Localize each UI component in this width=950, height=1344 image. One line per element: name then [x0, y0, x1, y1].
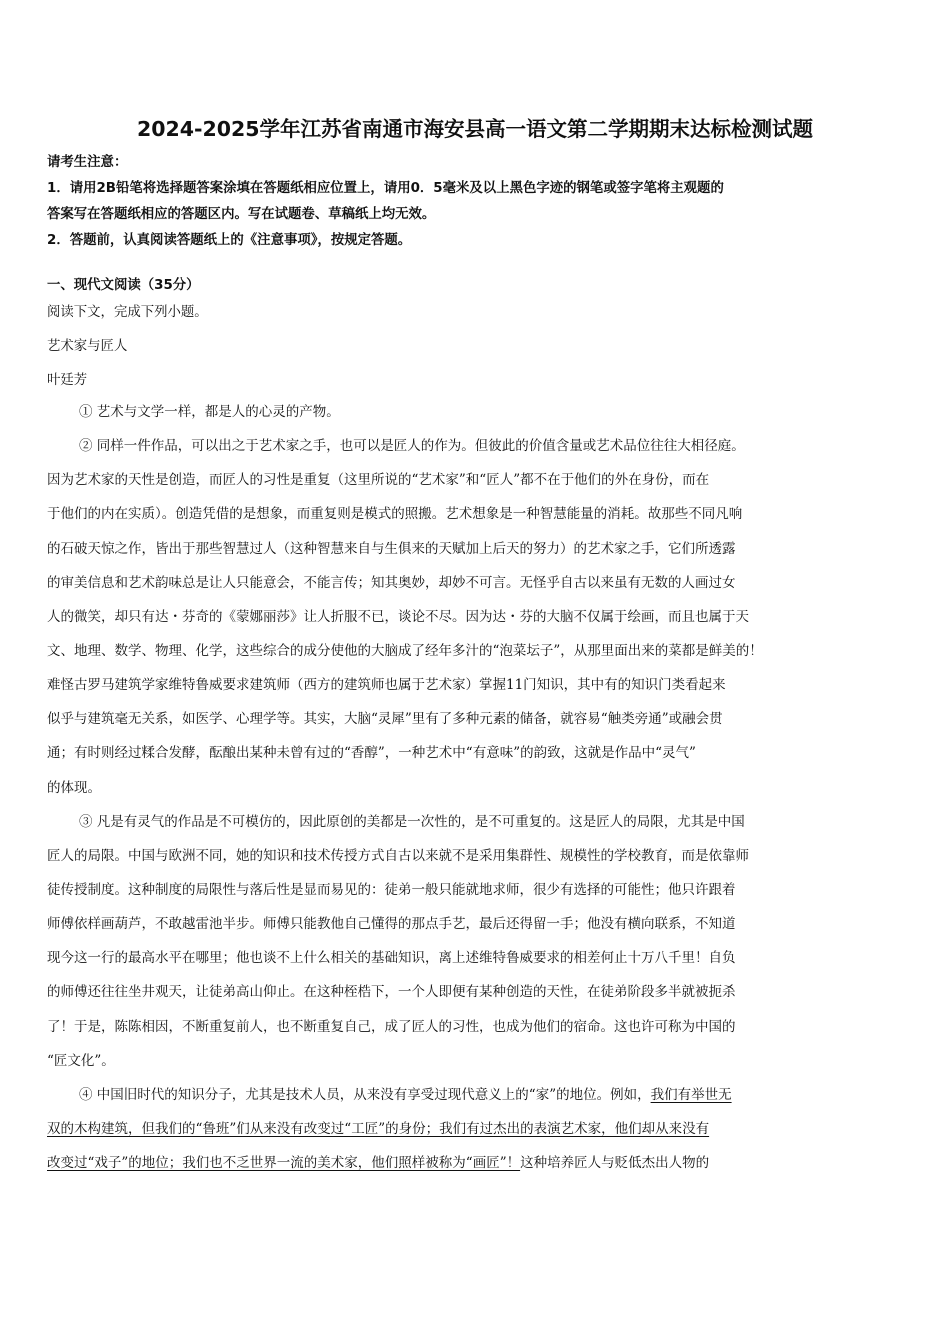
plain-text: ④ 中国旧时代的知识分子，尤其是技术人员，从来没有享受过现代意义上的“家”的地位。例如， — [79, 1086, 651, 1103]
paragraph-line: 现今这一行的最高水平在哪里；他也谈不上什么相关的基础知识，离上述维特鲁威要求的相差何止十万八千里！自负 — [47, 950, 736, 967]
paragraph-line — [47, 1112, 905, 1146]
paragraph-line: 师傅依样画葫芦，不敢越雷池半步。师傅只能教他自己懂得的那点手艺，最后还得留一手；他没有横向联系，不知道 — [47, 916, 736, 933]
paragraph-line: ③ 凡是有灵气的作品是不可模仿的，因此原创的美都是一次性的，是不可重复的。这是匠人的局限，尤其是中国 — [79, 813, 745, 830]
underlined-text: 我们有举世无 — [650, 1086, 732, 1103]
paragraph-1 — [47, 395, 905, 429]
paragraph-line: 的审美信息和艺术韵味总是让人只能意会，不能言传；知其奥妙，却妙不可言。无怪乎自古以来虽有无数的人画过女 — [47, 574, 736, 591]
plain-text: 这种培养匠人与贬低杰出人物的 — [520, 1155, 710, 1172]
paragraph-line: 似乎与建筑毫无关系，如医学、心理学等。其实，大脑“灵犀”里有了多种元素的储备，就容易“触类旁通”或融会贯 — [47, 711, 723, 728]
notice-heading: 请考生注意： — [47, 155, 128, 170]
exam-notice — [47, 150, 917, 254]
notice-item: 答案写在答题纸相应的答题区内。写在试题卷、草稿纸上均无效。 — [47, 207, 436, 222]
paragraph-line: 通；有时则经过糅合发酵，酝酿出某种未曾有过的“香醇”，一种艺术中“有意味”的韵致，这就是作品中“灵气” — [47, 745, 696, 762]
paragraph-line: 的师傅还往往坐井观天，让徒弟高山仰止。在这种桎梏下，一个人即便有某种创造的天性，在徒弟阶段多半就被扼杀 — [47, 984, 736, 1001]
paragraph-line: 了！于是，陈陈相因，不断重复前人，也不断重复自己，成了匠人的习性，也成为他们的宿命。这也许可称为中国的 — [47, 1018, 736, 1035]
underlined-text: 改变过“戏子”的地位；我们也不乏世界一流的美术家，他们照样被称为“画匠”！ — [47, 1155, 521, 1172]
paragraph-4 — [47, 1078, 905, 1180]
underlined-text: 双的木构建筑，但我们的“鲁班”们从来没有改变过“工匠”的身份；我们有过杰出的表演艺术家，他们却从来没有 — [47, 1120, 710, 1137]
page-title: 2024-2025学年江苏省南通市海安县高一语文第二学期期末达标检测试题 — [136, 117, 814, 141]
paragraph-line — [47, 1078, 905, 1112]
paragraph-line: 的体现。 — [47, 779, 101, 796]
paragraph-line: 难怪古罗马建筑学家维特鲁威要求建筑师（西方的建筑师也属于艺术家）掌握11门知识，其中有的知识门类看起来 — [47, 677, 726, 694]
paragraph-2 — [47, 429, 905, 805]
notice-item: 1．请用2B铅笔将选择题答案涂填在答题纸相应位置上，请用0．5毫米及以上黑色字迹的钢笔或签字笔将主观题的 — [47, 181, 724, 196]
paragraph-line: “匠文化”。 — [47, 1052, 115, 1069]
article-title: 艺术家与匠人 — [47, 339, 128, 354]
article-author: 叶廷芳 — [47, 373, 88, 388]
paragraph-line: ② 同样一件作品，可以出之于艺术家之手，也可以是匠人的作为。但彼此的价值含量或艺术品位往往大相径庭。 — [79, 438, 745, 455]
paragraph-3 — [47, 805, 905, 1078]
reading-instruction: 阅读下文，完成下列小题。 — [47, 305, 208, 320]
paragraph-line: 的石破天惊之作，皆出于那些智慧过人（这种智慧来自与生俱来的天赋加上后天的努力）的艺术家之手，它们所透露 — [47, 540, 736, 557]
paragraph-line: 于他们的内在实质）。创造凭借的是想象，而重复则是模式的照搬。艺术想象是一种智慧能量的消耗。故那些不同凡响 — [47, 506, 743, 523]
paragraph-line: 匠人的局限。中国与欧洲不同，她的知识和技术传授方式自古以来就不是采用集群性、规模性的学校教育，而是依靠师 — [47, 847, 749, 864]
paragraph-line — [47, 1146, 905, 1180]
paragraph-line: 人的微笑，却只有达・芬奇的《蒙娜丽莎》让人折服不已，谈论不尽。因为达・芬的大脑不仅属于绘画，而且也属于天 — [47, 608, 749, 625]
notice-item: 2．答题前，认真阅读答题纸上的《注意事项》，按规定答题。 — [47, 233, 412, 248]
paragraph-line: 徒传授制度。这种制度的局限性与落后性是显而易见的：徒弟一般只能就地求师，很少有选择的可能性；他只许跟着 — [47, 881, 736, 898]
section-heading: 一、现代文阅读（35分） — [47, 278, 200, 293]
paragraph-line: 因为艺术家的天性是创造，而匠人的习性是重复（这里所说的“艺术家”和“匠人”都不在于他们的外在身份，而在 — [47, 472, 710, 489]
paragraph-line: ① 艺术与文学一样，都是人的心灵的产物。 — [79, 404, 340, 420]
paragraph-line: 文、地理、数学、物理、化学，这些综合的成分使他的大脑成了经年多汁的“泡菜坛子”，从那里面出来的菜都是鲜美的！ — [47, 642, 763, 659]
article-body — [47, 395, 905, 1180]
